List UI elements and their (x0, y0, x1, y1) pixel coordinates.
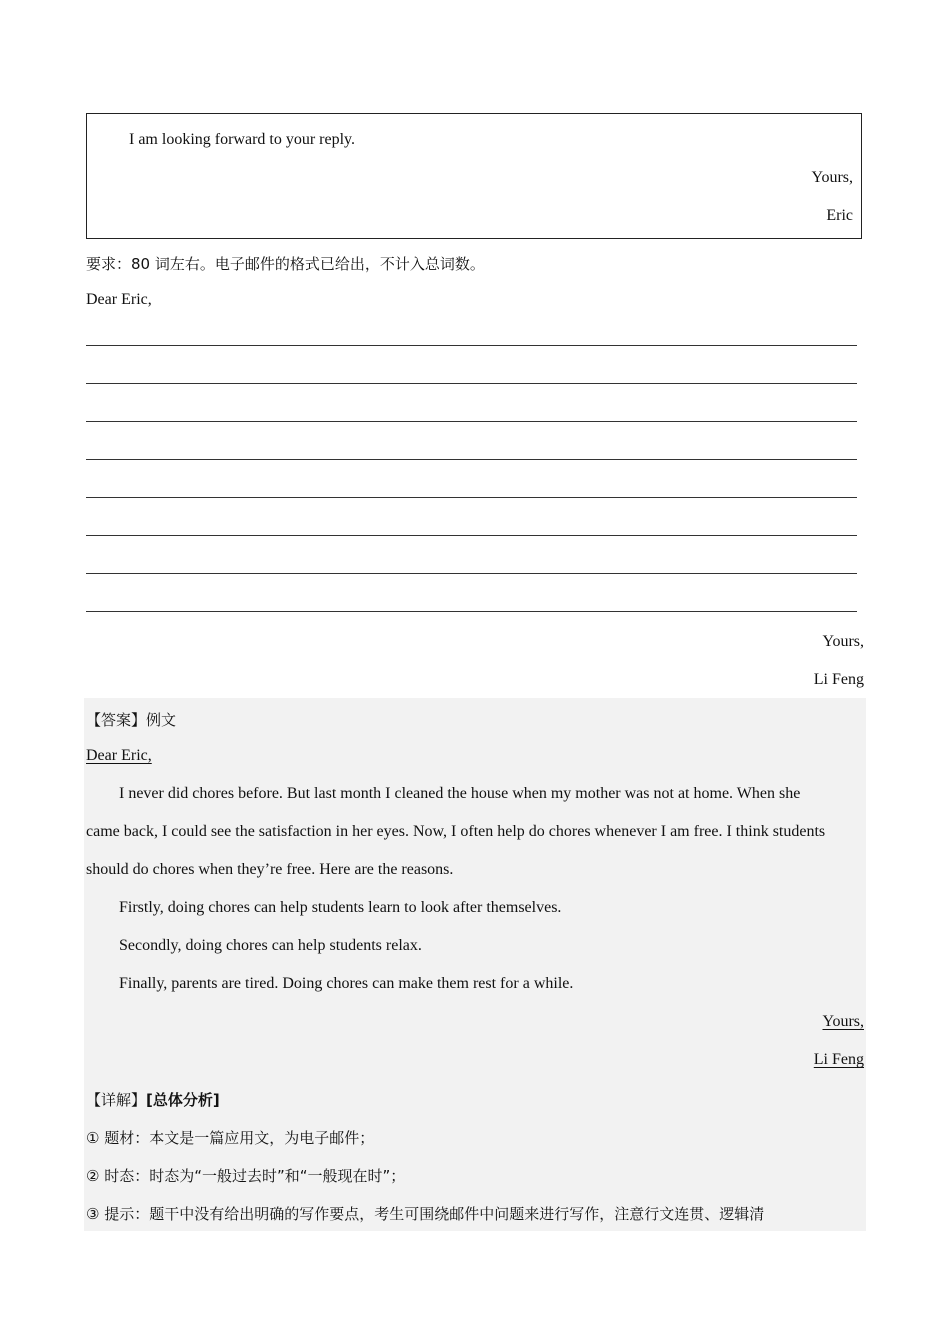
answer-point-1: Firstly, doing chores can help students learn to look after themselves. (119, 899, 562, 916)
writing-line[interactable] (86, 345, 857, 346)
answer-yours: Yours, (822, 1013, 864, 1030)
requirement-text: 要求：80 词左右。电子邮件的格式已给出，不计入总词数。 (86, 255, 485, 273)
answer-para-line: should do chores when they’re free. Here are the reasons. (86, 861, 454, 878)
answer-section (84, 698, 866, 1231)
writing-line[interactable] (86, 421, 857, 422)
greeting: Dear Eric, (86, 291, 152, 308)
writing-line[interactable] (86, 383, 857, 384)
writing-line[interactable] (86, 535, 857, 536)
closing-name: Li Feng (813, 671, 864, 688)
letter-signature: Eric (826, 207, 853, 224)
analysis-item-2: ② 时态：时态为“一般过去时”和“一般现在时”； (86, 1167, 406, 1185)
writing-line[interactable] (86, 611, 857, 612)
analysis-heading (86, 1089, 220, 1110)
analysis-title: [总体分析] (146, 1091, 220, 1109)
answer-label-suffix: 例文 (146, 711, 177, 729)
letter-line: I am looking forward to your reply. (129, 131, 356, 148)
writing-line[interactable] (86, 497, 857, 498)
analysis-item-1: ① 题材：本文是一篇应用文，为电子邮件； (86, 1129, 375, 1147)
answer-para-line: came back, I could see the satisfaction in her eyes. Now, I often help do chores whenever I am free. I think students (86, 823, 826, 840)
writing-line[interactable] (86, 459, 857, 460)
answer-label: 【答案】 (86, 711, 147, 729)
writing-line[interactable] (86, 573, 857, 574)
answer-point-3: Finally, parents are tired. Doing chores can make them rest for a while. (119, 975, 574, 992)
analysis-item-3: ③ 提示：题干中没有给出明确的写作要点，考生可围绕邮件中问题来进行写作，注意行文连贯、逻辑清 (86, 1205, 765, 1223)
letter-box (86, 113, 862, 239)
answer-heading (86, 709, 176, 730)
answer-greeting: Dear Eric, (86, 747, 152, 764)
analysis-label: 【详解】 (86, 1091, 147, 1109)
answer-point-2: Secondly, doing chores can help students relax. (119, 937, 422, 954)
answer-para-line: I never did chores before. But last month I cleaned the house when my mother was not at home. When she (119, 785, 801, 802)
letter-closing: Yours, (811, 169, 853, 186)
closing-yours: Yours, (822, 633, 864, 650)
answer-name: Li Feng (813, 1051, 864, 1068)
